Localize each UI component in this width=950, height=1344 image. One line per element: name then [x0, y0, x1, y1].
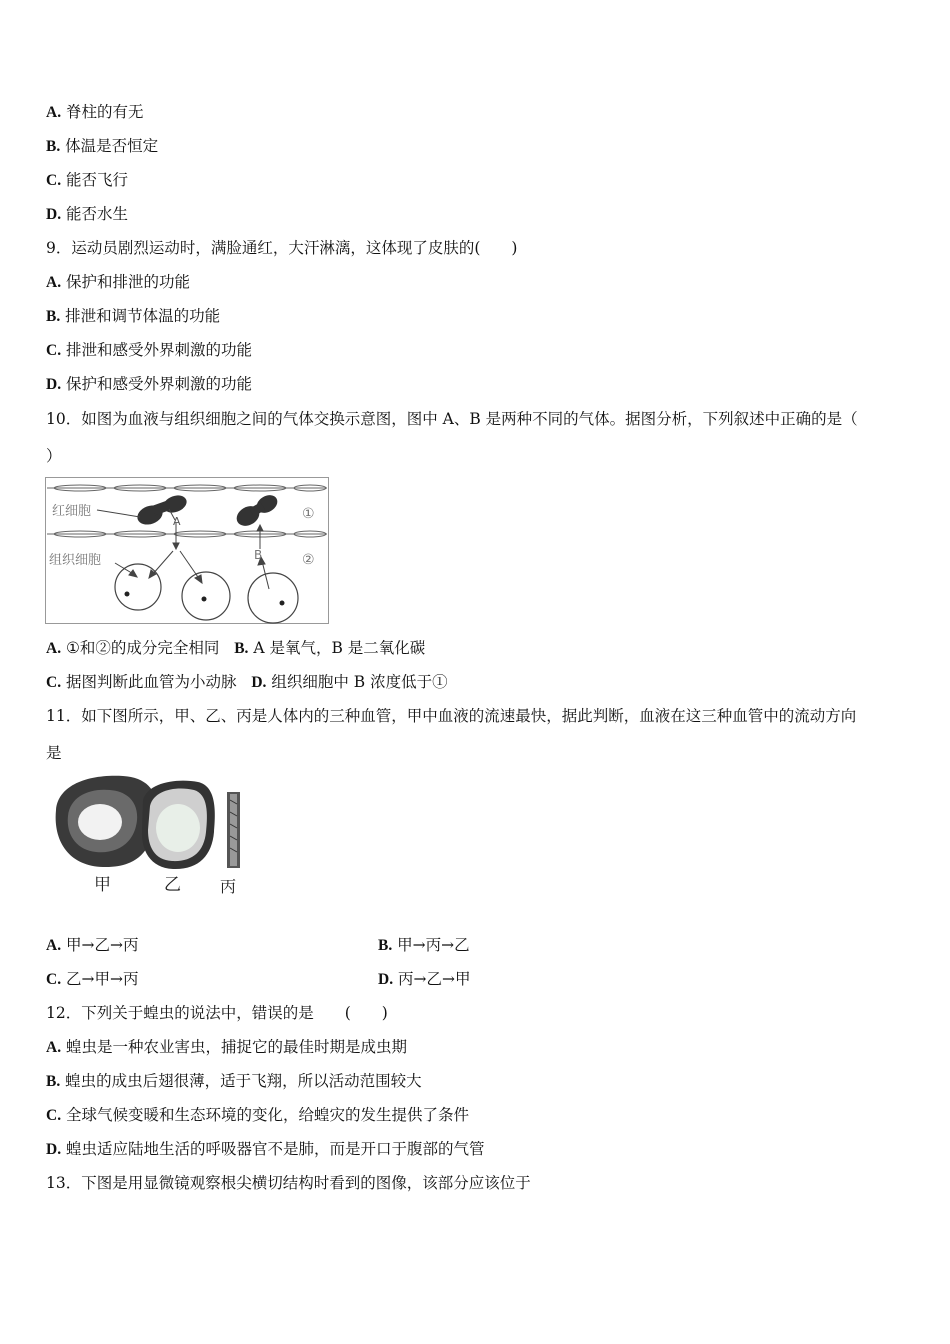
option-text: A 是氧气，B 是二氧化碳	[253, 639, 426, 657]
option-letter: B.	[234, 640, 249, 657]
option-text: 甲→乙→丙	[66, 936, 139, 954]
q8-option-b	[46, 136, 158, 157]
label-gas-b: B	[254, 548, 263, 562]
option-letter: D.	[46, 206, 62, 223]
option-text: 乙→甲→丙	[66, 970, 139, 988]
option-text: 蝗虫的成虫后翅很薄，适于飞翔，所以活动范围较大	[65, 1072, 422, 1090]
option-letter: C.	[46, 172, 62, 189]
option-text: 体温是否恒定	[65, 137, 159, 155]
option-text: ①和②的成分完全相同	[66, 639, 220, 657]
vessel-jia	[56, 776, 157, 867]
q10-stem-line2: ）	[46, 447, 62, 465]
q11-option-d	[378, 969, 471, 990]
option-text: 甲→丙→乙	[397, 936, 470, 954]
q11-stem-line1: 11．如下图所示，甲、乙、丙是人体内的三种血管，甲中血液的流速最快，据此判断，血液在这三种血管中的流动方向	[46, 707, 857, 725]
q9-option-b	[46, 306, 220, 327]
option-letter: C.	[46, 971, 62, 988]
option-letter: A.	[46, 937, 62, 954]
q12-option-d	[46, 1139, 485, 1160]
vessel-yi	[142, 781, 215, 869]
q12-option-a	[46, 1037, 407, 1058]
option-text: 蝗虫是一种农业害虫，捕捉它的最佳时期是成虫期	[66, 1038, 408, 1056]
q12-option-c	[46, 1105, 469, 1126]
option-letter: B.	[46, 138, 61, 155]
label-tissue-cell: 组织细胞	[49, 553, 102, 568]
q8-option-a	[46, 102, 144, 123]
option-text: 全球气候变暖和生态环境的变化，给蝗灾的发生提供了条件	[66, 1106, 470, 1124]
q12-option-b	[46, 1071, 422, 1092]
option-text: 据图判断此血管为小动脉	[66, 673, 237, 691]
q12-stem: 12．下列关于蝗虫的说法中，错误的是 ( )	[46, 1004, 388, 1022]
option-letter: B.	[46, 1073, 61, 1090]
q9-option-c	[46, 340, 252, 361]
q9-option-a	[46, 272, 190, 293]
option-text: 能否水生	[66, 205, 129, 223]
option-letter: C.	[46, 342, 62, 359]
option-letter: A.	[46, 104, 62, 121]
option-text: 能否飞行	[66, 171, 129, 189]
option-text: 排泄和调节体温的功能	[65, 307, 221, 325]
q11-stem-line2: 是	[46, 744, 62, 762]
q11-option-a	[46, 935, 139, 956]
option-letter: C.	[46, 674, 62, 691]
label-yi: 乙	[164, 875, 181, 895]
option-letter: C.	[46, 1107, 62, 1124]
option-letter: A.	[46, 274, 62, 291]
option-text: 脊柱的有无	[66, 103, 144, 121]
q10-options-row2	[46, 672, 448, 693]
figure-frame	[46, 478, 329, 624]
option-text: 保护和排泄的功能	[66, 273, 191, 291]
q9-option-d	[46, 374, 252, 395]
option-text: 蝗虫适应陆地生活的呼吸器官不是肺，而是开口于腹部的气管	[66, 1140, 485, 1158]
option-letter: D.	[46, 376, 62, 393]
option-text: 丙→乙→甲	[398, 970, 471, 988]
vessel-bing	[227, 792, 240, 868]
q11-option-c	[46, 969, 139, 990]
q8-option-c	[46, 170, 128, 191]
label-jia: 甲	[94, 875, 111, 895]
option-letter: D.	[251, 674, 267, 691]
option-letter: D.	[46, 1141, 62, 1158]
option-text: 排泄和感受外界刺激的功能	[66, 341, 253, 359]
option-letter: A.	[46, 640, 62, 657]
option-letter: B.	[378, 937, 393, 954]
label-region-1: ①	[302, 506, 315, 522]
q11-option-b	[378, 935, 470, 956]
q11-blood-vessel-figure	[48, 770, 254, 906]
label-region-2: ②	[302, 552, 315, 568]
label-red-blood-cell: 红细胞	[52, 504, 92, 519]
option-letter: A.	[46, 1039, 62, 1056]
label-bing: 丙	[220, 877, 237, 896]
q9-stem: 9．运动员剧烈运动时，满脸通红，大汗淋漓，这体现了皮肤的( )	[46, 239, 518, 257]
q8-option-d	[46, 204, 128, 225]
option-text: 保护和感受外界刺激的功能	[66, 375, 253, 393]
option-letter: D.	[378, 971, 394, 988]
q13-stem: 13．下图是用显微镜观察根尖横切结构时看到的图像，该部分应该位于	[46, 1174, 531, 1192]
option-text: 组织细胞中 B 浓度低于①	[271, 673, 448, 691]
q10-gas-exchange-figure	[45, 477, 329, 624]
option-letter: B.	[46, 308, 61, 325]
label-gas-a: A	[173, 515, 181, 528]
q10-options-row1	[46, 638, 425, 659]
q10-stem-line1: 10．如图为血液与组织细胞之间的气体交换示意图，图中 A、B 是两种不同的气体。据图分析，下列叙述中正确的是（	[46, 410, 858, 428]
